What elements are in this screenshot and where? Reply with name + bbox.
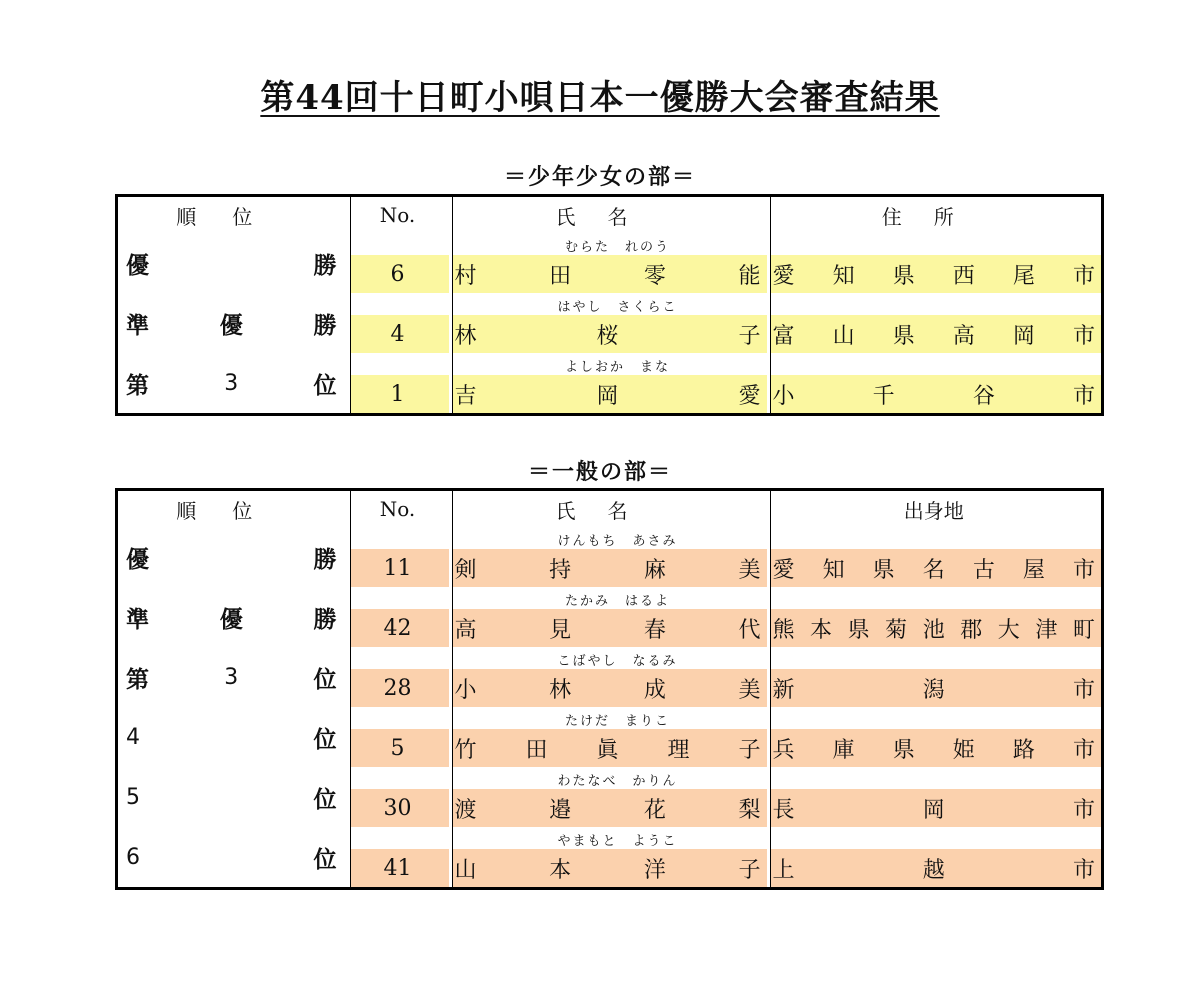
- header-address-label: 住所: [881, 204, 986, 229]
- name-cell: [449, 729, 767, 767]
- hometown-char: 高: [952, 323, 975, 349]
- hometown: [767, 315, 1102, 353]
- hometown-char: 市: [1072, 263, 1095, 289]
- result-row-reading: [117, 587, 1103, 609]
- entry-number: 41: [347, 849, 449, 889]
- header-rank: [117, 196, 347, 234]
- name-reading: [449, 233, 767, 255]
- rank-char: 優: [126, 251, 151, 279]
- kana-spacer: [347, 827, 449, 849]
- rank-label: [126, 233, 339, 293]
- contestant-name-char: 岡: [596, 383, 619, 409]
- name-cell: [449, 255, 767, 293]
- rank-label: [126, 707, 339, 767]
- contestant-name-char: 小: [454, 677, 477, 703]
- furigana: こばやし なるみ: [557, 654, 678, 669]
- hometown-char: 屋: [1022, 557, 1045, 583]
- result-row-reading: [117, 647, 1103, 669]
- name-cell: [449, 789, 767, 827]
- rank-cell: [117, 647, 347, 707]
- hometown-char: 西: [952, 263, 975, 289]
- contestant-name-char: 吉: [454, 383, 477, 409]
- hometown-char: 尾: [1012, 263, 1035, 289]
- contestant-name-char: 桜: [596, 323, 619, 349]
- hometown: [767, 729, 1102, 767]
- contestant-name-char: 田: [549, 263, 572, 289]
- rank-char: 優: [219, 311, 245, 339]
- rank-char: 位: [313, 785, 339, 813]
- hometown-char: 市: [1072, 857, 1095, 883]
- name-cell: [449, 849, 767, 889]
- hometown-char: 県: [892, 323, 915, 349]
- header-no: No.: [347, 490, 449, 528]
- furigana: はやし さくらこ: [557, 300, 678, 315]
- rank-char: 勝: [313, 251, 339, 279]
- address-cell: [767, 669, 1103, 707]
- result-row-reading: [117, 767, 1103, 789]
- contestant-name-char: 竹: [454, 737, 477, 763]
- entry-number: 42: [347, 609, 449, 647]
- rank-char: 4: [126, 724, 142, 750]
- entry-number: 4: [347, 315, 449, 353]
- entry-number: 28: [347, 669, 449, 707]
- hometown-char: 名: [922, 557, 945, 583]
- contestant-name-char: 代: [738, 617, 761, 643]
- hometown: [767, 669, 1102, 707]
- hometown-char: 千: [872, 383, 895, 409]
- contestant-name: [449, 549, 767, 587]
- hometown: [767, 609, 1102, 647]
- furigana: むらた れのう: [564, 240, 670, 255]
- result-row-reading: [117, 527, 1103, 549]
- contestant-name-char: 田: [525, 737, 548, 763]
- rank-char: 勝: [313, 311, 339, 339]
- hometown-char: 知: [832, 263, 855, 289]
- header-rank-label: 順位: [176, 498, 289, 523]
- address-cell: [767, 375, 1103, 415]
- header-row: [117, 490, 1103, 528]
- header-rank: [117, 490, 347, 528]
- contestant-name-char: 見: [549, 617, 572, 643]
- name-reading: [449, 647, 767, 669]
- furigana: たけだ まりこ: [564, 714, 670, 729]
- kana-spacer: [347, 647, 449, 669]
- address-cell: [767, 255, 1103, 293]
- rank-cell: [117, 293, 347, 353]
- hometown: [767, 849, 1102, 887]
- rank-cell: [117, 587, 347, 647]
- rank-char: 準: [126, 311, 151, 339]
- kana-spacer: [767, 587, 1103, 609]
- name-reading: [449, 767, 767, 789]
- hometown-char: 庫: [832, 737, 855, 763]
- hometown-char: 大: [997, 617, 1020, 643]
- contestant-name: [449, 609, 767, 647]
- rank-char: 勝: [313, 605, 339, 633]
- hometown-char: 富: [772, 323, 795, 349]
- address-cell: [767, 789, 1103, 827]
- hometown-char: 市: [1072, 797, 1095, 823]
- entry-number: 5: [347, 729, 449, 767]
- rank-char: 第: [126, 371, 151, 399]
- header-name-label: 氏名: [555, 204, 660, 229]
- contestant-name-char: 本: [549, 857, 572, 883]
- contestant-name-char: 愛: [738, 383, 761, 409]
- contestant-name-char: 理: [667, 737, 690, 763]
- header-address-label: 出身地: [903, 498, 964, 523]
- hometown-char: 郡: [960, 617, 983, 643]
- hometown-char: 町: [1072, 617, 1095, 643]
- contestant-name-char: 邉: [549, 797, 572, 823]
- name-cell: [449, 669, 767, 707]
- hometown-char: 愛: [772, 263, 795, 289]
- contestant-name: [449, 729, 767, 767]
- hometown-char: 市: [1072, 383, 1095, 409]
- hometown-char: 上: [772, 857, 795, 883]
- general-section-heading: ＝一般の部＝: [527, 459, 672, 485]
- contestant-name-char: 花: [643, 797, 666, 823]
- hometown-char: 知: [822, 557, 845, 583]
- hometown: [767, 549, 1102, 587]
- result-row-reading: [117, 827, 1103, 849]
- hometown-char: 池: [922, 617, 945, 643]
- kana-spacer: [767, 233, 1103, 255]
- contestant-name: [449, 315, 767, 353]
- general-results-table: [115, 488, 1104, 890]
- rank-label: [126, 647, 339, 707]
- rank-label: [126, 827, 339, 887]
- rank-char: 勝: [313, 545, 339, 573]
- contestant-name-char: 高: [454, 617, 477, 643]
- hometown: [767, 375, 1102, 413]
- address-cell: [767, 609, 1103, 647]
- header-no: No.: [347, 196, 449, 234]
- junior-section-heading: ＝少年少女の部＝: [503, 164, 696, 190]
- hometown-char: 岡: [922, 797, 945, 823]
- rank-char: 第: [126, 665, 151, 693]
- contestant-name-char: 林: [549, 677, 572, 703]
- result-row-reading: [117, 353, 1103, 375]
- kana-spacer: [347, 587, 449, 609]
- contestant-name-char: 子: [738, 323, 761, 349]
- hometown-char: 兵: [772, 737, 795, 763]
- contestant-name-char: 持: [549, 557, 572, 583]
- rank-char: 6: [126, 844, 142, 870]
- hometown-char: 市: [1072, 677, 1095, 703]
- name-reading: [449, 707, 767, 729]
- header-name: [449, 490, 767, 528]
- rank-char: 3: [224, 370, 241, 396]
- hometown-char: 市: [1072, 323, 1095, 349]
- address-cell: [767, 849, 1103, 889]
- rank-label: [126, 767, 339, 827]
- address-cell: [767, 549, 1103, 587]
- hometown-char: 潟: [922, 677, 945, 703]
- junior-results-table: [115, 194, 1104, 416]
- kana-spacer: [347, 353, 449, 375]
- hometown-char: 古: [972, 557, 995, 583]
- rank-char: 位: [313, 725, 339, 753]
- rank-char: 準: [126, 605, 151, 633]
- header-address: [767, 196, 1103, 234]
- header-rank-label: 順位: [176, 204, 289, 229]
- entry-number: 1: [347, 375, 449, 415]
- result-row-reading: [117, 707, 1103, 729]
- hometown-char: 県: [892, 737, 915, 763]
- kana-spacer: [767, 293, 1103, 315]
- contestant-name-char: 麻: [643, 557, 666, 583]
- kana-spacer: [767, 827, 1103, 849]
- entry-number: 11: [347, 549, 449, 587]
- result-row-reading: [117, 293, 1103, 315]
- contestant-name-char: 零: [643, 263, 666, 289]
- contestant-name-char: 村: [454, 263, 477, 289]
- name-reading: [449, 827, 767, 849]
- contestant-name-char: 梨: [738, 797, 761, 823]
- rank-char: 5: [126, 784, 142, 810]
- furigana: けんもち あさみ: [557, 534, 678, 549]
- hometown-char: 岡: [1012, 323, 1035, 349]
- address-cell: [767, 729, 1103, 767]
- hometown-char: 津: [1035, 617, 1058, 643]
- kana-spacer: [767, 353, 1103, 375]
- kana-spacer: [347, 767, 449, 789]
- rank-label: [126, 353, 339, 413]
- contestant-name-char: 子: [738, 857, 761, 883]
- rank-label: [126, 527, 339, 587]
- hometown-char: 県: [847, 617, 870, 643]
- contestant-name-char: 美: [738, 557, 761, 583]
- hometown-char: 姫: [952, 737, 975, 763]
- name-reading: [449, 527, 767, 549]
- name-cell: [449, 609, 767, 647]
- contestant-name-char: 美: [738, 677, 761, 703]
- hometown-char: 路: [1012, 737, 1035, 763]
- rank-cell: [117, 707, 347, 767]
- rank-cell: [117, 767, 347, 827]
- kana-spacer: [767, 647, 1103, 669]
- hometown: [767, 789, 1102, 827]
- hometown-char: 長: [772, 797, 795, 823]
- kana-spacer: [767, 527, 1103, 549]
- name-reading: [449, 587, 767, 609]
- header-name: [449, 196, 767, 234]
- rank-cell: [117, 353, 347, 415]
- rank-cell: [117, 527, 347, 587]
- contestant-name: [449, 789, 767, 827]
- hometown-char: 市: [1072, 737, 1095, 763]
- name-cell: [449, 549, 767, 587]
- rank-char: 優: [126, 545, 151, 573]
- rank-char: 位: [313, 845, 339, 873]
- hometown-char: 本: [810, 617, 833, 643]
- entry-number: 30: [347, 789, 449, 827]
- rank-label: [126, 293, 339, 353]
- hometown-char: 越: [922, 857, 945, 883]
- hometown-char: 新: [772, 677, 795, 703]
- hometown-char: 小: [772, 383, 795, 409]
- contestant-name: [449, 849, 767, 887]
- entry-number: 6: [347, 255, 449, 293]
- contestant-name-char: 渡: [454, 797, 477, 823]
- hometown-char: 県: [892, 263, 915, 289]
- header-row: [117, 196, 1103, 234]
- name-cell: [449, 315, 767, 353]
- furigana: わたなべ かりん: [557, 774, 678, 789]
- name-cell: [449, 375, 767, 415]
- rank-char: 位: [313, 665, 339, 693]
- header-name-label: 氏名: [555, 498, 660, 523]
- address-cell: [767, 315, 1103, 353]
- contestant-name-char: 洋: [643, 857, 666, 883]
- page-title: 第44回十日町小唄日本一優勝大会審査結果: [260, 78, 940, 118]
- hometown-char: 谷: [972, 383, 995, 409]
- contestant-name-char: 剣: [454, 557, 477, 583]
- contestant-name-char: 林: [454, 323, 477, 349]
- contestant-name-char: 子: [738, 737, 761, 763]
- rank-char: 優: [219, 605, 245, 633]
- name-reading: [449, 293, 767, 315]
- rank-label: [126, 587, 339, 647]
- contestant-name: [449, 669, 767, 707]
- kana-spacer: [347, 707, 449, 729]
- hometown: [767, 255, 1102, 293]
- name-reading: [449, 353, 767, 375]
- kana-spacer: [767, 707, 1103, 729]
- hometown-char: 市: [1072, 557, 1095, 583]
- furigana: やまもと ようこ: [557, 834, 678, 849]
- hometown-char: 熊: [772, 617, 795, 643]
- furigana: たかみ はるよ: [564, 594, 670, 609]
- contestant-name-char: 春: [643, 617, 666, 643]
- furigana: よしおか まな: [564, 360, 670, 375]
- hometown-char: 菊: [885, 617, 908, 643]
- hometown-char: 県: [872, 557, 895, 583]
- kana-spacer: [347, 293, 449, 315]
- contestant-name-char: 成: [643, 677, 666, 703]
- contestant-name-char: 眞: [596, 737, 619, 763]
- hometown-char: 山: [832, 323, 855, 349]
- contestant-name-char: 山: [454, 857, 477, 883]
- header-address: [767, 490, 1103, 528]
- contestant-name: [449, 375, 767, 413]
- hometown-char: 愛: [772, 557, 795, 583]
- kana-spacer: [347, 233, 449, 255]
- contestant-name: [449, 255, 767, 293]
- kana-spacer: [767, 767, 1103, 789]
- rank-cell: [117, 827, 347, 889]
- rank-cell: [117, 233, 347, 293]
- result-row-reading: [117, 233, 1103, 255]
- contestant-name-char: 能: [738, 263, 761, 289]
- kana-spacer: [347, 527, 449, 549]
- rank-char: 3: [224, 664, 241, 690]
- rank-char: 位: [313, 371, 339, 399]
